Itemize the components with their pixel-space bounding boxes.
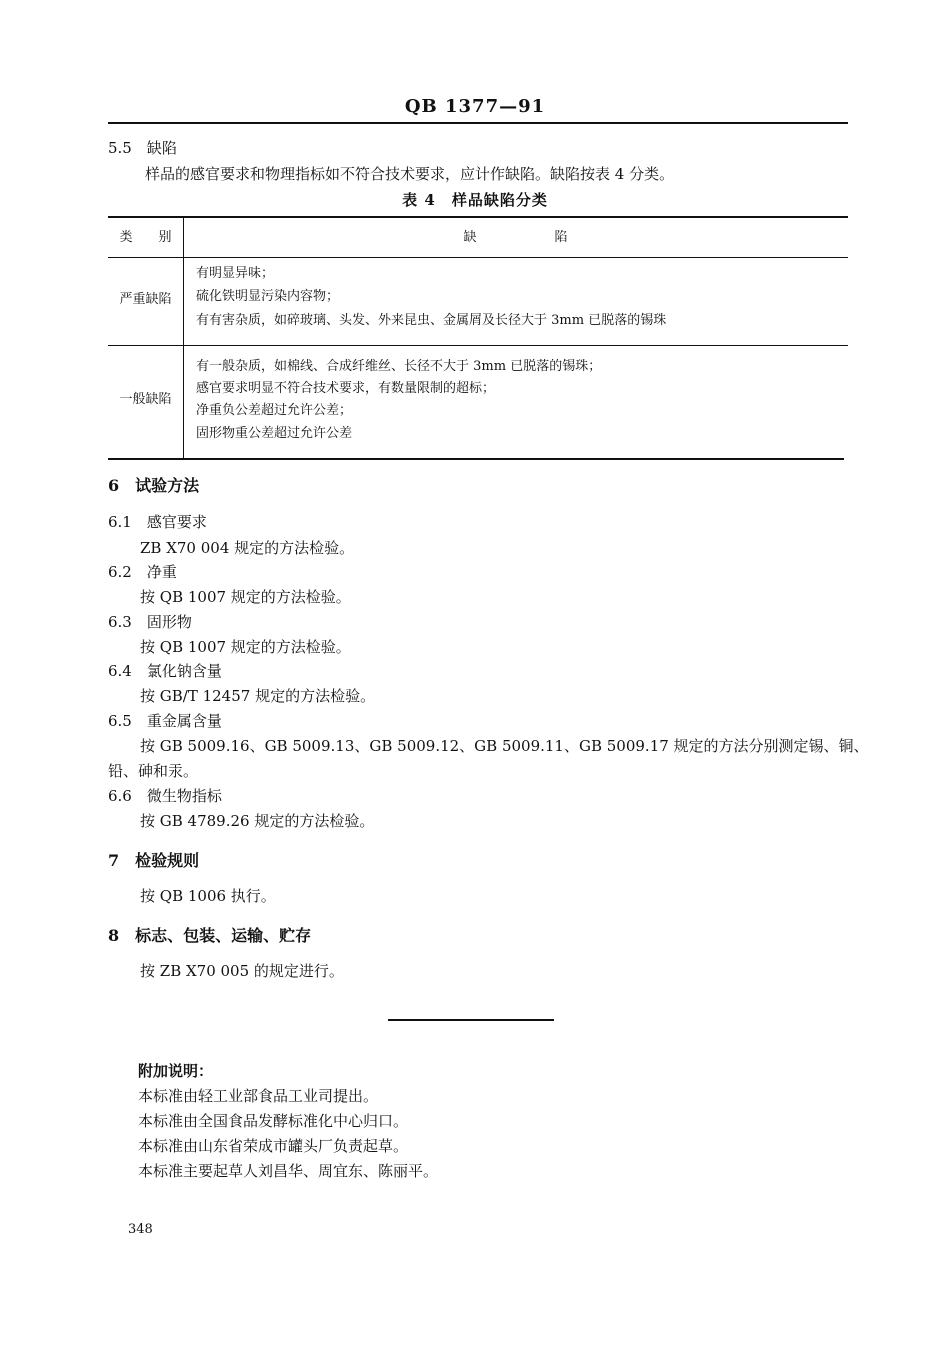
section-6-5-heading: 6.5 重金属含量	[108, 712, 222, 730]
table-row-item: 硫化铁明显污染内容物；	[196, 289, 340, 304]
section-5-5-body: 样品的感官要求和物理指标如不符合技术要求，应计作缺陷。缺陷按表 4 分类。	[145, 165, 675, 183]
table-row-item: 有有害杂质，如碎玻璃、头发、外来昆虫、金属屑及长径大于 3mm 已脱落的锡珠	[196, 313, 667, 328]
notes-line: 本标准主要起草人刘昌华、周宜东、陈丽平。	[138, 1162, 439, 1180]
section-6-6-heading: 6.6 微生物指标	[108, 787, 222, 805]
section-6-3-body: 按 QB 1007 规定的方法检验。	[140, 638, 351, 656]
table-header-category: 类 别	[119, 230, 172, 245]
table-caption: 表 4 样品缺陷分类	[402, 191, 548, 209]
table-bottom-rule	[108, 458, 844, 460]
table-row-category-general: 一般缺陷	[119, 392, 172, 407]
table-column-divider	[183, 216, 184, 458]
table-header-defect: 缺 陷	[463, 230, 568, 245]
notes-line: 本标准由轻工业部食品工业司提出。	[138, 1087, 379, 1105]
table-row-rule	[108, 345, 848, 346]
section-7-heading: 7 检验规则	[108, 851, 200, 870]
end-divider	[388, 1019, 554, 1021]
notes-heading: 附加说明：	[138, 1062, 214, 1080]
page-number: 348	[128, 1222, 153, 1237]
header-rule	[108, 122, 848, 124]
section-6-4-body: 按 GB/T 12457 规定的方法检验。	[140, 687, 376, 705]
section-6-6-body: 按 GB 4789.26 规定的方法检验。	[140, 812, 375, 830]
section-6-1-body: ZB X70 004 规定的方法检验。	[140, 539, 355, 557]
table-header-rule	[108, 257, 848, 258]
section-6-3-heading: 6.3 固形物	[108, 613, 192, 631]
section-8-body: 按 ZB X70 005 的规定进行。	[140, 962, 344, 980]
section-7-body: 按 QB 1006 执行。	[140, 887, 276, 905]
table-row-item: 有一般杂质，如棉线、合成纤维丝、长径不大于 3mm 已脱落的锡珠；	[196, 359, 602, 374]
section-6-heading: 6 试验方法	[108, 476, 200, 495]
section-6-5-body: 按 GB 5009.16、GB 5009.13、GB 5009.12、GB 5009.11、GB 5009.17 规定的方法分别测定锡、铜、	[140, 737, 869, 755]
section-6-2-heading: 6.2 净重	[108, 563, 177, 581]
section-6-2-body: 按 QB 1007 规定的方法检验。	[140, 588, 351, 606]
table-row-item: 固形物重公差超过允许公差	[196, 426, 353, 441]
document-code: QB 1377—91	[404, 96, 546, 117]
table-row-item: 有明显异味；	[196, 266, 275, 281]
notes-line: 本标准由山东省荣成市罐头厂负责起草。	[138, 1137, 409, 1155]
section-6-4-heading: 6.4 氯化钠含量	[108, 662, 222, 680]
table-row-category-severe: 严重缺陷	[119, 292, 172, 307]
section-5-5-heading: 5.5 缺陷	[108, 139, 177, 157]
section-8-heading: 8 标志、包装、运输、贮存	[108, 926, 312, 945]
section-6-5-body-continued: 铅、砷和汞。	[108, 762, 199, 780]
table-row-item: 净重负公差超过允许公差；	[196, 403, 353, 418]
notes-line: 本标准由全国食品发酵标准化中心归口。	[138, 1112, 409, 1130]
table-row-item: 感官要求明显不符合技术要求，有数量限制的超标；	[196, 381, 496, 396]
section-6-1-heading: 6.1 感官要求	[108, 513, 207, 531]
table-top-rule	[108, 216, 848, 218]
